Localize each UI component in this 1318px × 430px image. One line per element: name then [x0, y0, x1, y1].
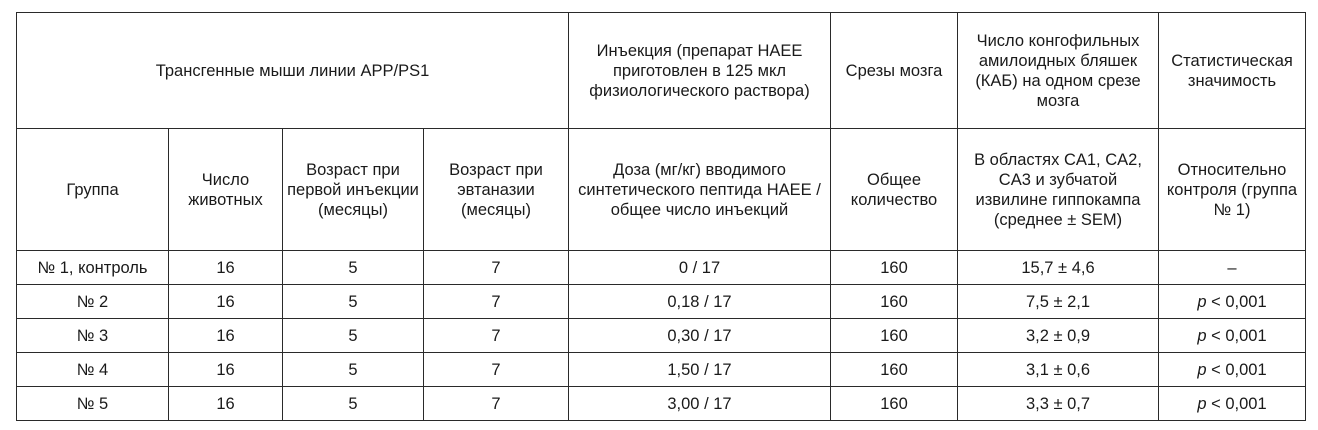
cell-group: № 3: [17, 319, 169, 353]
cell-total: 160: [831, 387, 958, 421]
cell-age-first: 5: [283, 319, 424, 353]
header-row-top: [17, 13, 1306, 129]
p-value: < 0,001: [1206, 292, 1267, 311]
p-value: –: [1227, 258, 1237, 277]
header-group: Группа: [17, 129, 169, 251]
cell-age-first: 5: [283, 285, 424, 319]
cell-plaques: 15,7 ± 4,6: [958, 251, 1159, 285]
header-injection: Инъекция (препарат HAEE приготовлен в 125 мкл физиологического раствора): [569, 13, 831, 129]
cell-dose: 1,50 / 17: [569, 353, 831, 387]
cell-age-euth: 7: [424, 353, 569, 387]
header-age-euth: Возраст при эвтаназии (месяцы): [424, 129, 569, 251]
cell-animals: 16: [169, 353, 283, 387]
cell-age-euth: 7: [424, 285, 569, 319]
cell-total: 160: [831, 353, 958, 387]
cell-significance: [1159, 285, 1306, 319]
table-row: [17, 251, 1306, 285]
p-symbol: p: [1197, 326, 1207, 345]
cell-total: 160: [831, 251, 958, 285]
cell-age-first: 5: [283, 387, 424, 421]
cell-significance: [1159, 251, 1306, 285]
header-age-first: Возраст при первой инъекции (месяцы): [283, 129, 424, 251]
table-row: [17, 319, 1306, 353]
cell-age-first: 5: [283, 353, 424, 387]
cell-group: № 1, контроль: [17, 251, 169, 285]
p-symbol: p: [1197, 360, 1207, 379]
header-row-sub: [17, 129, 1306, 251]
cell-plaques: 3,2 ± 0,9: [958, 319, 1159, 353]
cell-animals: 16: [169, 319, 283, 353]
cell-plaques: 3,1 ± 0,6: [958, 353, 1159, 387]
cell-plaques: 3,3 ± 0,7: [958, 387, 1159, 421]
cell-animals: 16: [169, 251, 283, 285]
p-symbol: p: [1197, 394, 1207, 413]
cell-age-euth: 7: [424, 251, 569, 285]
cell-dose: 3,00 / 17: [569, 387, 831, 421]
cell-significance: [1159, 353, 1306, 387]
cell-significance: [1159, 387, 1306, 421]
cell-dose: 0 / 17: [569, 251, 831, 285]
header-mice: Трансгенные мыши линии APP/PS1: [17, 13, 569, 129]
cell-age-euth: 7: [424, 319, 569, 353]
cell-total: 160: [831, 319, 958, 353]
cell-animals: 16: [169, 387, 283, 421]
cell-group: № 4: [17, 353, 169, 387]
header-significance: Статистическая значимость: [1159, 13, 1306, 129]
header-slices: Срезы мозга: [831, 13, 958, 129]
cell-plaques: 7,5 ± 2,1: [958, 285, 1159, 319]
table-row: [17, 353, 1306, 387]
cell-group: № 5: [17, 387, 169, 421]
header-total: Общее количество: [831, 129, 958, 251]
cell-total: 160: [831, 285, 958, 319]
header-plaques: Число конгофильных амилоидных бляшек (КАБ) на одном срезе мозга: [958, 13, 1159, 129]
cell-dose: 0,18 / 17: [569, 285, 831, 319]
table-row: [17, 285, 1306, 319]
header-dose: Доза (мг/кг) вводимого синтетического пептида HAEE / общее число инъекций: [569, 129, 831, 251]
p-symbol: p: [1197, 292, 1207, 311]
cell-age-euth: 7: [424, 387, 569, 421]
p-value: < 0,001: [1206, 360, 1267, 379]
p-value: < 0,001: [1206, 326, 1267, 345]
cell-significance: [1159, 319, 1306, 353]
header-regions: В областях CA1, CA2, CA3 и зубчатой извилине гиппокампа (среднее ± SEM): [958, 129, 1159, 251]
cell-dose: 0,30 / 17: [569, 319, 831, 353]
results-table: [16, 12, 1306, 421]
cell-age-first: 5: [283, 251, 424, 285]
cell-group: № 2: [17, 285, 169, 319]
table-row: [17, 387, 1306, 421]
cell-animals: 16: [169, 285, 283, 319]
header-relative: Относительно контроля (группа № 1): [1159, 129, 1306, 251]
header-animals: Число животных: [169, 129, 283, 251]
p-value: < 0,001: [1206, 394, 1267, 413]
